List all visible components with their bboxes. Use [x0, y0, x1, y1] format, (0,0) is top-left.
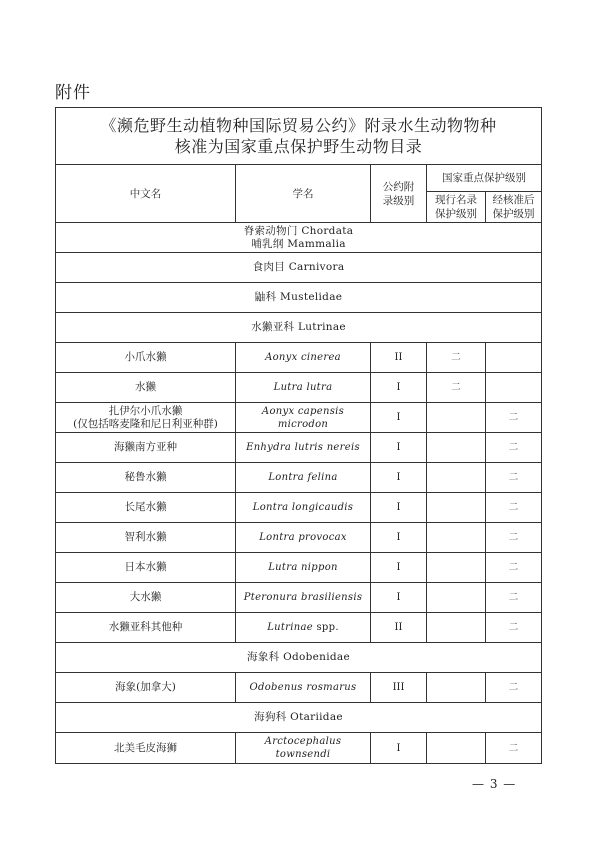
cell-approved-level: 二 — [486, 463, 542, 493]
table-title-row — [56, 108, 542, 165]
title-line-1: 《濒危野生动植物种国际贸易公约》附录水生动物物种 — [100, 116, 497, 135]
cell-current-level — [427, 613, 486, 643]
cell-scientific-name: Lontra provocax — [236, 523, 371, 553]
header-chinese-name: 中文名 — [56, 165, 236, 223]
cell-approved-level: 二 — [486, 583, 542, 613]
cell-chinese-name: 海獭南方亚种 — [56, 433, 236, 463]
header-cites-appendix — [371, 165, 427, 223]
cell-approved-level: 二 — [486, 433, 542, 463]
taxon-family-mustelidae: 鼬科 Mustelidae — [56, 283, 542, 313]
table-title — [56, 108, 542, 165]
header-approved — [486, 192, 542, 223]
taxon-phylum-class — [56, 223, 542, 253]
header-national-protection: 国家重点保护级别 — [427, 165, 542, 192]
taxon-phylum: 脊索动物门 Chordata — [243, 224, 354, 237]
cell-approved-level: 二 — [486, 403, 542, 433]
table-row — [56, 373, 542, 403]
cell-chinese-name: 海象(加拿大) — [56, 673, 236, 703]
header-cites-line-2: 录级别 — [382, 194, 415, 207]
taxon-order: 食肉目 Carnivora — [56, 253, 542, 283]
cell-scientific-name — [236, 613, 371, 643]
table-row — [56, 493, 542, 523]
taxon-family-odobenidae: 海象科 Odobenidae — [56, 643, 542, 673]
cell-approved-level: 二 — [486, 733, 542, 764]
header-approved-line-1: 经核准后 — [492, 194, 535, 206]
cell-chinese-name: 水獭亚科其他种 — [56, 613, 236, 643]
page-number: — 3 — — [472, 777, 517, 791]
cell-scientific-name: Lutra lutra — [236, 373, 371, 403]
cell-approved-level — [486, 343, 542, 373]
cell-cites: II — [371, 613, 427, 643]
cell-chinese-name: 水獭 — [56, 373, 236, 403]
cell-scientific-name-line-1: Aonyx capensis — [261, 405, 345, 417]
cell-current-level — [427, 673, 486, 703]
cell-cites: I — [371, 403, 427, 433]
cell-approved-level — [486, 373, 542, 403]
title-line-2: 核准为国家重点保护野生动物目录 — [174, 137, 423, 156]
header-current-line-1: 现行名录 — [435, 194, 477, 206]
table-row — [56, 343, 542, 373]
cell-cites: I — [371, 433, 427, 463]
cell-chinese-name: 北美毛皮海狮 — [56, 733, 236, 764]
header-current-list — [427, 192, 486, 223]
cell-current-level — [427, 403, 486, 433]
cell-cites: II — [371, 343, 427, 373]
table-row — [56, 733, 542, 764]
header-current-line-2: 保护级别 — [435, 208, 477, 220]
taxon-row-family-otariidae — [56, 703, 542, 733]
cell-approved-level: 二 — [486, 553, 542, 583]
cell-current-level — [427, 583, 486, 613]
header-scientific-name: 学名 — [236, 165, 371, 223]
cell-cites: I — [371, 553, 427, 583]
cell-chinese-name: 日本水獭 — [56, 553, 236, 583]
table-row — [56, 463, 542, 493]
table-row — [56, 673, 542, 703]
cell-approved-level: 二 — [486, 523, 542, 553]
taxon-row-family-odobenidae — [56, 643, 542, 673]
cell-scientific-suffix: spp. — [313, 622, 339, 633]
cell-chinese-name-line-1: 扎伊尔小爪水獭 — [108, 404, 183, 417]
cell-current-level — [427, 493, 486, 523]
cell-scientific-name: Lontra longicaudis — [236, 493, 371, 523]
cell-current-level — [427, 733, 486, 764]
cell-scientific-name-line-2: microdon — [277, 418, 329, 430]
table-row — [56, 613, 542, 643]
taxon-row-phylum-class — [56, 223, 542, 253]
cell-chinese-name: 秘鲁水獭 — [56, 463, 236, 493]
taxon-row-subfamily-lutrinae — [56, 313, 542, 343]
cell-cites: I — [371, 463, 427, 493]
cell-scientific-name-line-2: townsendi — [275, 749, 331, 760]
cell-scientific-name: Lutra nippon — [236, 553, 371, 583]
cell-approved-level: 二 — [486, 673, 542, 703]
cell-chinese-name: 智利水獭 — [56, 523, 236, 553]
taxon-subfamily-lutrinae: 水獭亚科 Lutrinae — [56, 313, 542, 343]
cell-scientific-name — [236, 733, 371, 764]
table-row — [56, 403, 542, 433]
cell-cites: I — [371, 733, 427, 764]
cell-scientific-genus: Lutrinae — [267, 622, 313, 633]
cell-cites: I — [371, 373, 427, 403]
cell-scientific-name: Aonyx cinerea — [236, 343, 371, 373]
cell-chinese-name — [56, 403, 236, 433]
taxon-family-otariidae: 海狗科 Otariidae — [56, 703, 542, 733]
header-row-1 — [56, 165, 542, 192]
cell-scientific-name — [236, 403, 371, 433]
cell-scientific-name-line-1: Arctocephalus — [264, 736, 342, 747]
cell-scientific-name: Enhydra lutris nereis — [236, 433, 371, 463]
cell-current-level — [427, 523, 486, 553]
cell-chinese-name: 小爪水獭 — [56, 343, 236, 373]
header-approved-line-2: 保护级别 — [492, 208, 535, 220]
taxon-row-family-mustelidae — [56, 283, 542, 313]
table-row — [56, 433, 542, 463]
cell-chinese-name: 长尾水獭 — [56, 493, 236, 523]
cell-cites: III — [371, 673, 427, 703]
cell-approved-level: 二 — [486, 613, 542, 643]
taxon-class: 哺乳纲 Mammalia — [251, 237, 346, 250]
cell-scientific-name: Lontra felina — [236, 463, 371, 493]
cell-approved-level: 二 — [486, 493, 542, 523]
table-row — [56, 583, 542, 613]
cell-current-level — [427, 553, 486, 583]
cell-cites: I — [371, 493, 427, 523]
table-row — [56, 523, 542, 553]
cell-current-level: 二 — [427, 373, 486, 403]
cell-cites: I — [371, 583, 427, 613]
cell-chinese-name-line-2: (仅包括喀麦隆和尼日利亚种群) — [73, 417, 218, 430]
species-table — [55, 107, 542, 764]
cell-current-level — [427, 463, 486, 493]
taxon-row-order — [56, 253, 542, 283]
cell-current-level: 二 — [427, 343, 486, 373]
cell-chinese-name: 大水獭 — [56, 583, 236, 613]
cell-current-level — [427, 433, 486, 463]
cell-scientific-name: Pteronura brasiliensis — [236, 583, 371, 613]
table-row — [56, 553, 542, 583]
cell-cites: I — [371, 523, 427, 553]
attachment-label: 附件 — [55, 83, 91, 103]
header-cites-line-1: 公约附 — [382, 180, 415, 193]
cell-scientific-name: Odobenus rosmarus — [236, 673, 371, 703]
